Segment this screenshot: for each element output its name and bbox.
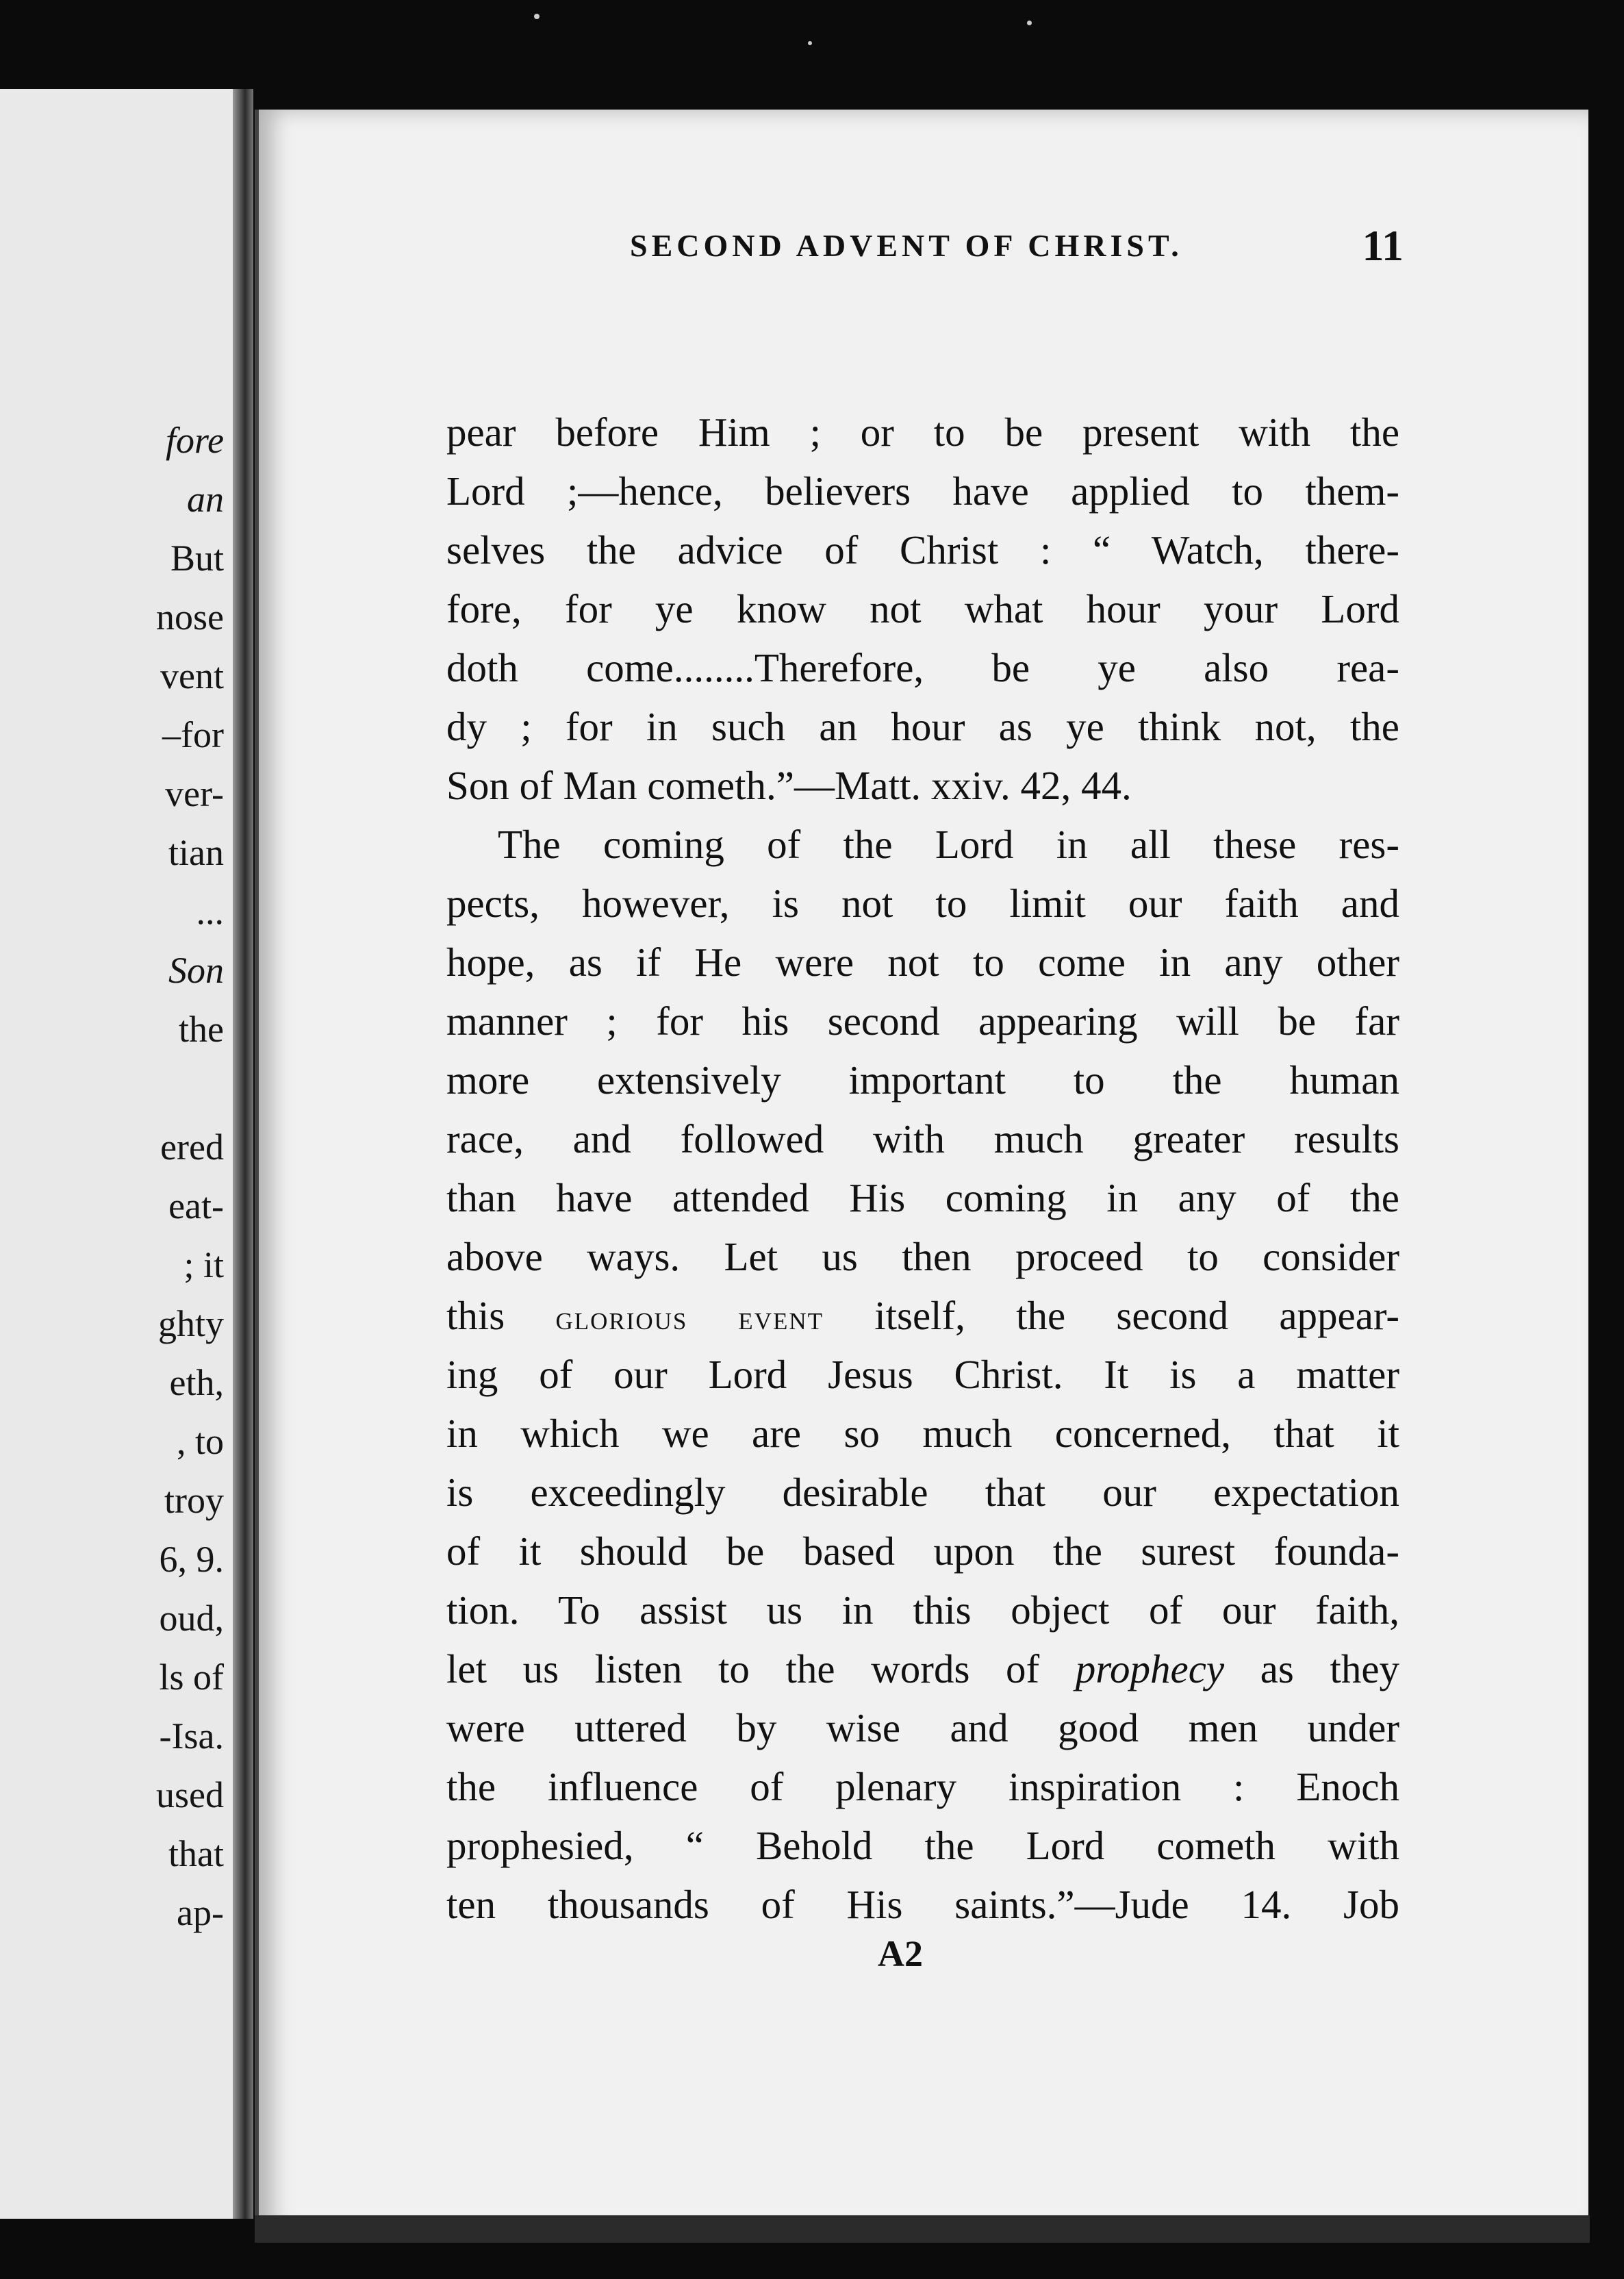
left-line: ered xyxy=(160,1126,224,1168)
left-line: used xyxy=(156,1774,224,1815)
left-line: –for xyxy=(162,714,224,755)
left-line: nose xyxy=(156,596,224,638)
left-line: an xyxy=(187,479,224,520)
text-fragment: let us listen to the words of xyxy=(446,1646,1040,1691)
left-line: ... xyxy=(196,891,224,932)
left-line: fore xyxy=(166,420,224,461)
text-line: above ways. Let us then proceed to consider xyxy=(446,1234,1399,1279)
italic-word: prophecy xyxy=(1075,1646,1225,1691)
left-line: ls of xyxy=(159,1657,224,1698)
dust-speck xyxy=(1027,21,1032,25)
text-line: is exceedingly desirable that our expectation xyxy=(446,1470,1399,1515)
text-line: hope, as if He were not to come in any other xyxy=(446,940,1399,985)
text-fragment: itself, the second appear- xyxy=(874,1293,1400,1338)
page-number: 11 xyxy=(1362,221,1404,270)
text-line: ing of our Lord Jesus Christ. It is a matter xyxy=(446,1352,1399,1397)
left-line: 6, 9. xyxy=(159,1539,224,1580)
left-line: ghty xyxy=(157,1303,224,1344)
left-line: ; it xyxy=(183,1244,224,1285)
text-line: of it should be based upon the surest founda- xyxy=(446,1528,1399,1574)
text-line: ten thousands of His saints.”—Jude 14. Job xyxy=(446,1882,1399,1927)
page-bottom-edge xyxy=(255,2215,1590,2243)
left-line: ap- xyxy=(177,1892,224,1933)
text-line: race, and followed with much greater results xyxy=(446,1116,1399,1161)
text-line: pects, however, is not to limit our faith and xyxy=(446,881,1399,926)
text-line: the influence of plenary inspiration : Enoch xyxy=(446,1764,1399,1809)
left-line: that xyxy=(168,1833,224,1874)
dust-speck xyxy=(534,14,540,19)
text-line: fore, for ye know not what hour your Lord xyxy=(446,586,1399,631)
text-line: pear before Him ; or to be present with the xyxy=(446,410,1399,455)
left-page-text xyxy=(0,411,224,1942)
text-line: than have attended His coming in any of the xyxy=(446,1175,1399,1220)
left-line: ver- xyxy=(165,773,224,814)
text-line: Son of Man cometh.”—Matt. xxiv. 42, 44. xyxy=(446,763,1132,808)
left-line: troy xyxy=(164,1480,224,1521)
text-line: more extensively important to the human xyxy=(446,1057,1399,1103)
left-line: the xyxy=(179,1009,224,1050)
left-line: vent xyxy=(160,655,224,696)
small-caps-phrase: glorious event xyxy=(555,1298,824,1337)
left-line: eth, xyxy=(169,1362,224,1403)
left-line: oud, xyxy=(159,1598,224,1639)
dust-speck xyxy=(808,41,812,45)
text-line: selves the advice of Christ : “ Watch, there- xyxy=(446,527,1399,572)
text-line xyxy=(446,1639,1399,1698)
left-line xyxy=(0,1059,224,1118)
text-line: were uttered by wise and good men under xyxy=(446,1705,1399,1750)
signature-mark: A2 xyxy=(878,1933,923,1974)
book-gutter xyxy=(233,89,253,2219)
text-fragment: as they xyxy=(1260,1646,1400,1691)
left-page xyxy=(0,89,243,2219)
left-line: -Isa. xyxy=(159,1715,224,1757)
left-line: But xyxy=(170,538,224,579)
body-text xyxy=(446,403,1399,1934)
text-line: tion. To assist us in this object of our faith, xyxy=(446,1587,1399,1633)
text-line: The coming of the Lord in all these res- xyxy=(498,822,1399,867)
left-line: tian xyxy=(168,832,224,873)
text-line: dy ; for in such an hour as ye think not, the xyxy=(446,704,1399,749)
text-line: Lord ;—hence, believers have applied to them- xyxy=(446,468,1399,514)
page-header xyxy=(370,221,1404,282)
left-line: , to xyxy=(176,1421,224,1462)
text-line: prophesied, “ Behold the Lord cometh with xyxy=(446,1823,1399,1868)
left-line: eat- xyxy=(168,1185,224,1226)
text-line: manner ; for his second appearing will be far xyxy=(446,998,1399,1044)
text-line: in which we are so much concerned, that it xyxy=(446,1411,1399,1456)
text-fragment: this xyxy=(446,1293,505,1338)
text-line: doth come........Therefore, be ye also rea- xyxy=(446,645,1399,690)
text-line xyxy=(446,1286,1399,1345)
running-title: SECOND ADVENT OF CHRIST. xyxy=(630,228,1183,263)
left-line: Son xyxy=(168,950,224,991)
